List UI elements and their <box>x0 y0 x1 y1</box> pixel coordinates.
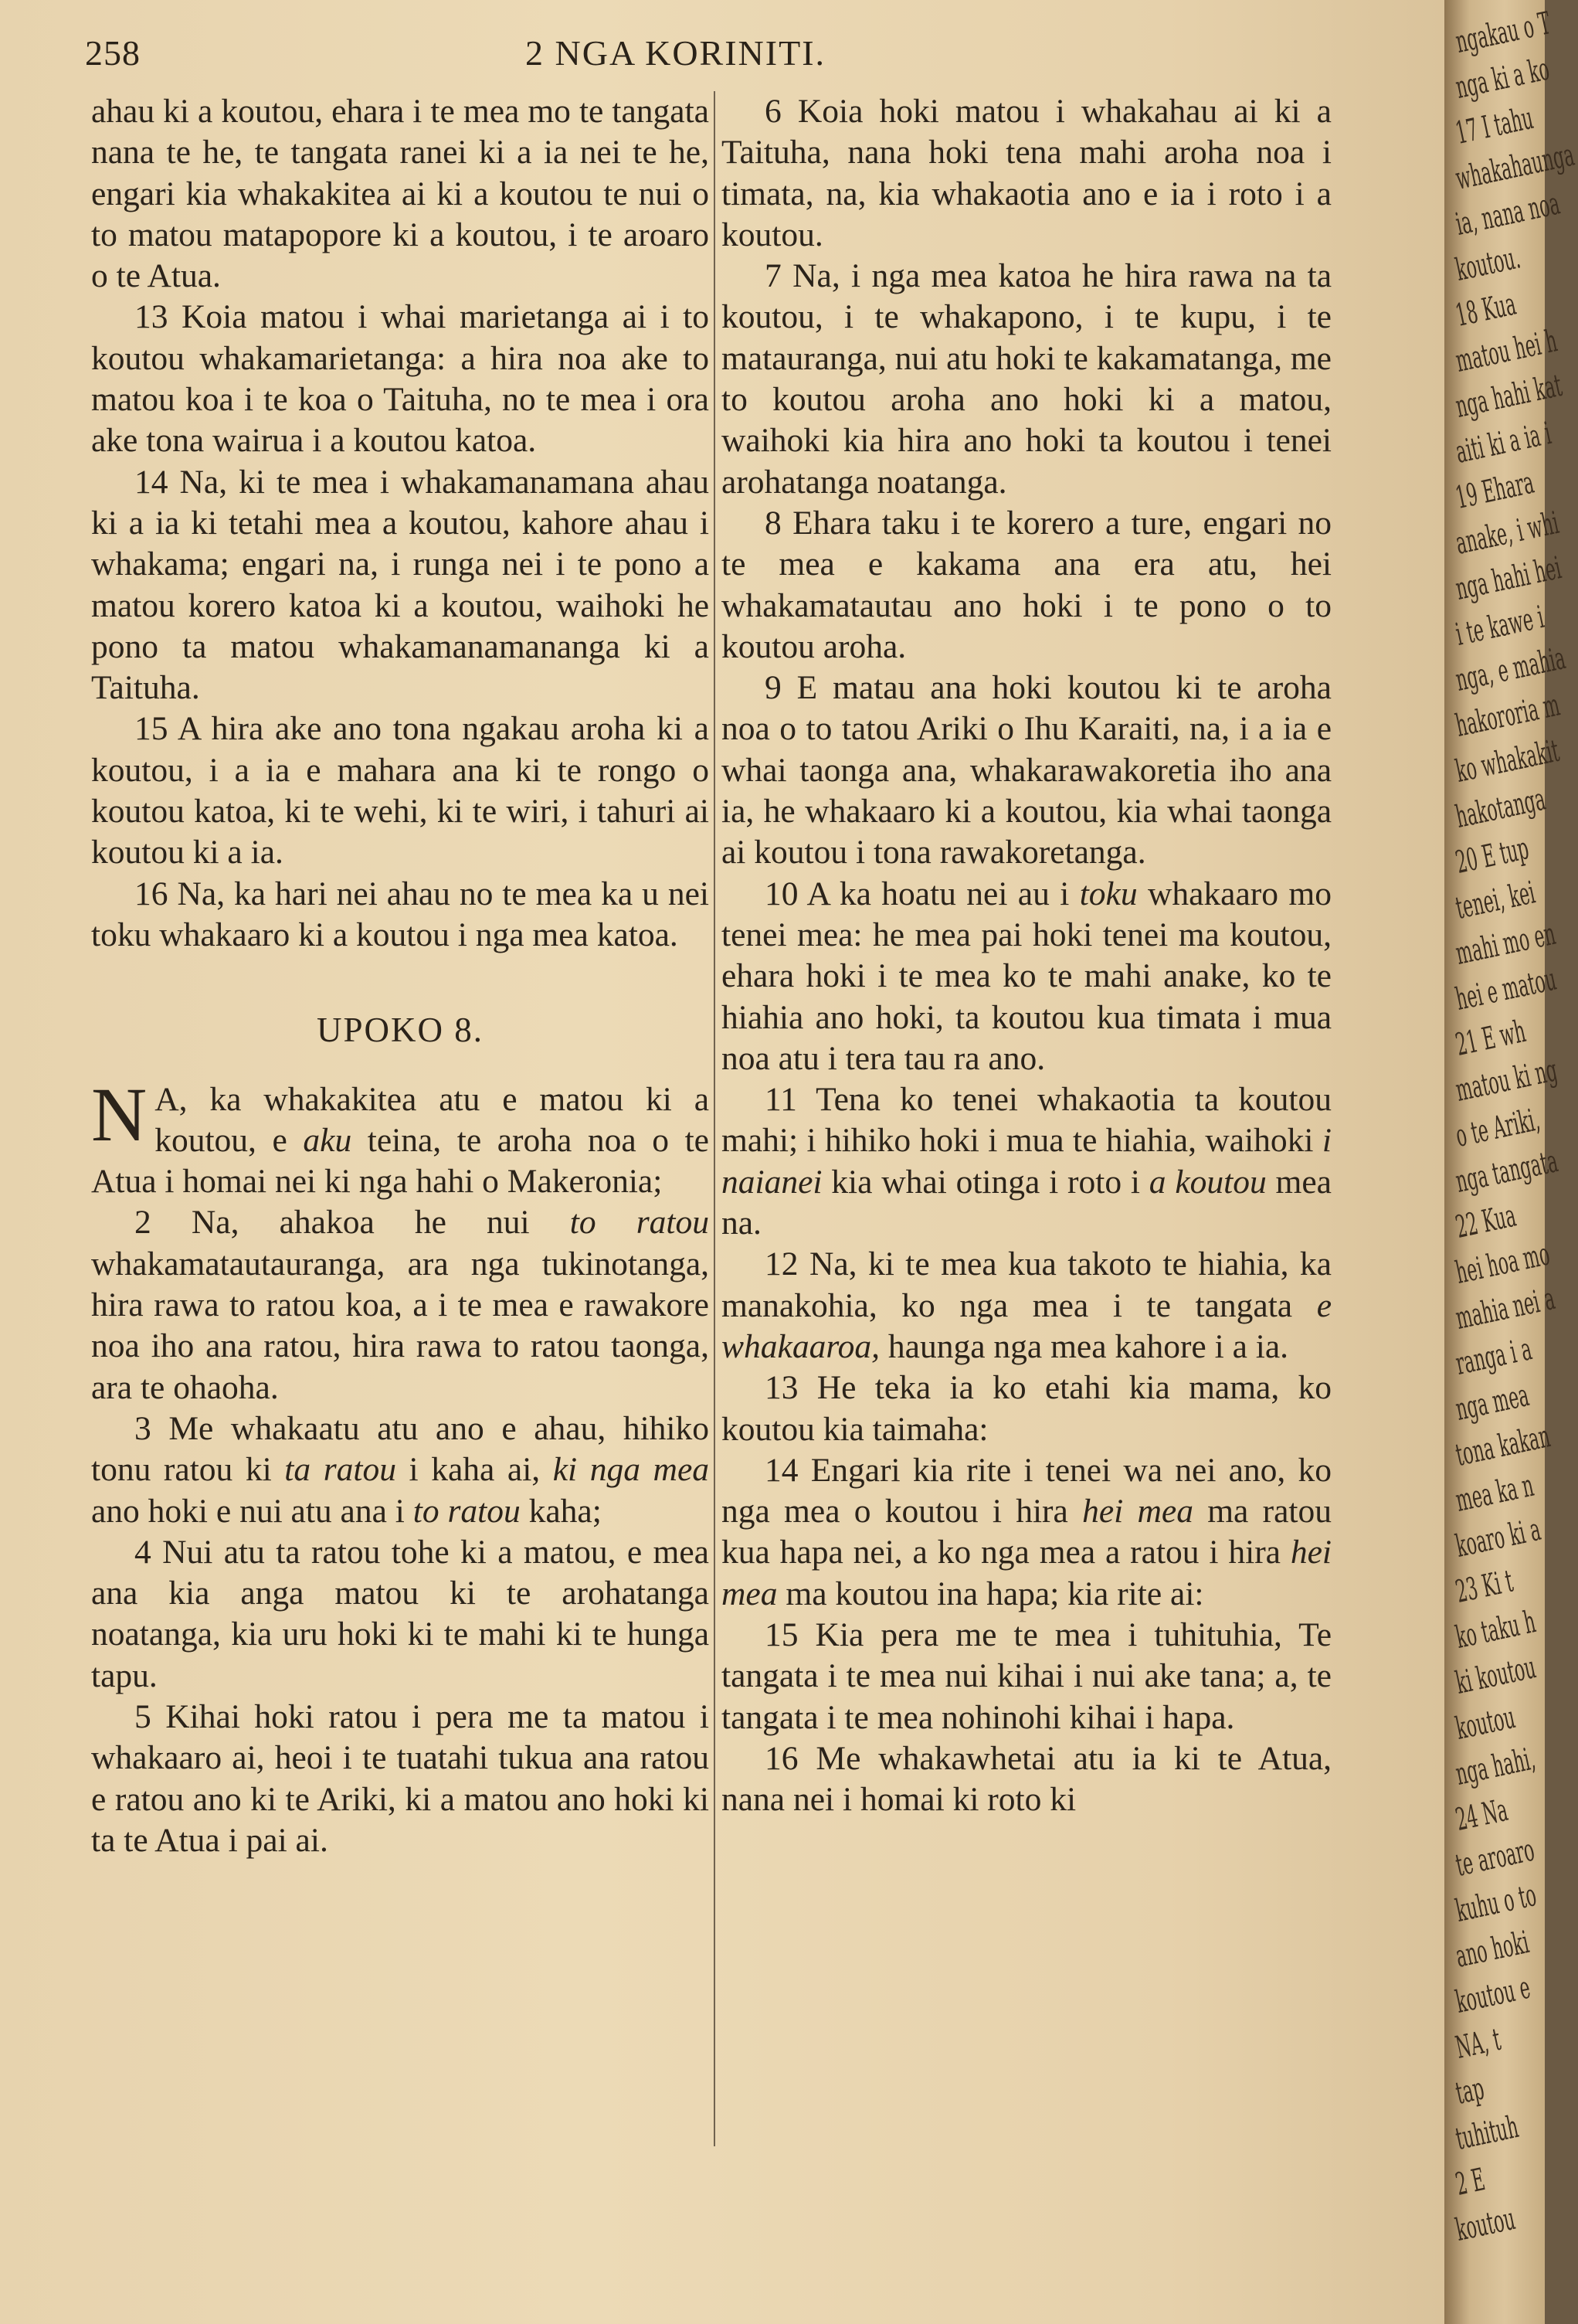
verse-8-1: N A, ka whakakitea atu e matou ki a koutou, e aku teina, te aroha noa o te Atua i homai nei ki nga hahi o Makeronia; <box>91 1071 709 1201</box>
verse-8-11: 11 Tena ko tenei whakaotia ta koutou mahi; i hihiko hoki i mua te hiahia, waihoki i naianei kia whai otinga i roto i a koutou mea na. <box>721 1081 1332 1242</box>
verse-8-8: 8 Ehara taku i te korero a ture, engari no te mea e kakama ana era atu, hei whakamatautau ano hoki i te pono o to koutou aroha. <box>721 504 1332 665</box>
verse-8-12: 12 Na, ki te mea kua takoto te hiahia, ka manakohia, ko nga mea i te tangata e whakaaroa, haunga nga mea kahore i a ia. <box>721 1245 1332 1365</box>
verse-8-9: 9 E matau ana hoki koutou ki te aroha noa o to tatou Ariki o Ihu Karaiti, na, i a ia e whai taonga ana, whakarawakoretia iho ana ia, he whakaaro ki a koutou, kia whai taonga ai koutou i tona rawakoretanga. <box>721 669 1332 872</box>
next-page-fragment: hei hoa mo <box>1452 1236 1553 1291</box>
verse-8-2: 2 Na, ahakoa he nui to ratou whakamatautauranga, ara nga tukinotanga, hira rawa to ratou koa, a i te mea e rawakore noa iho ana ratou, hira rawa to ratou taonga, ara te ohaoha. <box>91 1204 709 1406</box>
next-page-fragment: ko whakakit <box>1452 732 1563 790</box>
right-column <box>721 91 1332 1820</box>
next-page-fragment: 18 Kua <box>1452 286 1519 334</box>
next-page-fragment: nga hahi kat <box>1452 368 1566 425</box>
verse-8-3: 3 Me whakaatu atu ano e ahau, hihiko tonu ratou ki ta ratou i kaha ai, ki nga mea ano hoki e nui atu ana i to ratou kaha; <box>91 1409 709 1530</box>
next-page-fragment: NA, t <box>1452 2021 1504 2066</box>
verse-continuation: ahau ki a koutou, ehara i te mea mo te tangata nana te he, te tangata ranei ki a ia nei te he, engari kia whakakitea ai ki a koutou te nui o to matou matapopore ki a koutou, i te aroaro o te Atua. <box>91 93 709 295</box>
next-page-fragment: 19 Ehara <box>1452 464 1537 516</box>
chapter-heading: UPOKO 8. <box>316 1011 484 1050</box>
left-column <box>91 91 709 1861</box>
next-page-fragment: koutou <box>1452 2200 1519 2248</box>
next-page-fragment: aiti ki a ia i <box>1452 416 1555 471</box>
next-page-fragment: whakahaunga <box>1452 137 1578 197</box>
next-page-fragment: tona kakan <box>1452 1419 1553 1473</box>
next-page-fragment: matou hei h <box>1452 323 1560 379</box>
next-page-fragment: nga hahi, <box>1452 1741 1539 1792</box>
column-divider <box>714 91 715 2146</box>
next-page-fragment: koutou e <box>1452 1969 1534 2020</box>
next-page-fragment: mea ka n <box>1452 1467 1537 1519</box>
next-page-fragment: tap <box>1452 2071 1488 2112</box>
next-page-fragment: te aroaro <box>1452 1832 1538 1884</box>
next-page-fragment: ko taku h <box>1452 1604 1539 1656</box>
next-page-fragment: 20 E tup <box>1452 831 1532 881</box>
next-page-fragment: tuhituh <box>1452 2109 1522 2157</box>
next-page-fragment: koaro ki a <box>1452 1511 1544 1565</box>
verse-7-16: 16 Na, ka hari nei ahau no te mea ka u nei toku whakaaro ki a koutou i nga mea katoa. <box>91 875 709 953</box>
next-page-fragment: 22 Kua <box>1452 1198 1519 1245</box>
verse-8-13: 13 He teka ia ko etahi kia mama, ko koutou kia taimaha: <box>721 1369 1332 1448</box>
next-page-fragment: ano hoki <box>1452 1925 1532 1975</box>
next-page-fragment: kuhu o to <box>1452 1877 1540 1929</box>
drop-cap: N <box>91 1071 148 1157</box>
next-page-fragment: tenei, kei <box>1452 875 1539 926</box>
verse-8-16: 16 Me whakawhetai atu ia ki te Atua, nana nei i homai ki roto ki <box>721 1739 1332 1819</box>
next-page-fragment: anake, i whi <box>1452 505 1563 562</box>
next-page-fragment: mahia nei a <box>1452 1280 1558 1337</box>
next-page-fragment: i te kawe i <box>1452 599 1547 653</box>
next-page-fragment: nga hahi hei <box>1452 550 1565 607</box>
next-page-fragment: nga, e mahia <box>1452 640 1569 698</box>
verse-8-7: 7 Na, i nga mea katoa he hira rawa na ta koutou, i te whakapono, i te kupu, i te matauranga, nui atu hoki te kakamatanga, me to koutou aroha ano hoki ki a matou, waihoki kia hira ano hoki ta koutou i tenei arohatanga noatanga. <box>721 257 1332 501</box>
next-page-fragment: 23 Ki t <box>1452 1563 1516 1610</box>
verse-8-4: 4 Nui atu ta ratou tohe ki a matou, e mea ana kia anga matou ki te arohatanga noatanga, kia uru hoki ki te mahi ki te hunga tapu. <box>91 1533 709 1694</box>
next-page-fragment: ranga i a <box>1452 1331 1536 1382</box>
next-page-fragment: 21 E wh <box>1452 1014 1529 1063</box>
next-page-fragment: nga tangata <box>1452 1143 1561 1200</box>
verse-8-15: 15 Kia pera me te mea i tuhituhia, Te tangata i te mea nui kihai i nui ake tana; a, te tangata i te mea nohinohi kihai i hapa. <box>721 1616 1332 1736</box>
next-page-fragment: o te Ariki, <box>1452 1102 1543 1154</box>
next-page-fragment: nga ki a ko <box>1452 51 1553 106</box>
next-page-fragment: 2 E <box>1452 2162 1488 2203</box>
verse-8-5: 5 Kihai hoki ratou i pera me ta matou i whakaaro ai, heoi i te tuatahi tukua ana ratou e ratou ano ki te Ariki, ki a matou ano hoki ki ta te Atua i pai ai. <box>91 1697 709 1859</box>
verse-7-14: 14 Na, ki te mea i whakamanamana ahau ki a ia ki tetahi mea a koutou, kahore ahau i whakama; engari na, i runga nei i te pono a matou korero katoa ki a koutou, waihoki he pono ta matou whakamanamananga ki a Taituha. <box>91 463 709 707</box>
next-page-fragment: ia, nana noa <box>1452 185 1563 243</box>
verse-8-6: 6 Koia hoki matou i whakahau ai ki a Taituha, nana hoki tena mahi aroha noa i timata, na, kia whakaotia ano e ia i roto i a koutou. <box>721 93 1332 253</box>
running-title: 2 NGA KORINITI. <box>525 33 826 73</box>
next-page-fragment: mahi mo en <box>1452 916 1559 972</box>
next-page-fragment: hakotanga <box>1452 781 1549 835</box>
verse-8-10: 10 A ka hoatu nei au i toku whakaaro mo tenei mea: he mea pai hoki tenei ma koutou, ehara hoki i te mea ko te mahi anake, ko te hiahia ano hoki, ta koutou kua timata i mua noa atu i tera tau ra ano. <box>721 875 1332 1077</box>
next-page-fragment: matou ki ng <box>1452 1052 1561 1109</box>
next-page-fragment: nga mea <box>1452 1378 1532 1428</box>
next-page-fragment: 24 Na <box>1452 1792 1512 1838</box>
next-page-edge <box>1444 0 1578 2324</box>
next-page-fragment: ki koutou <box>1452 1650 1539 1701</box>
next-page-fragment: koutou <box>1452 1699 1519 1747</box>
next-page-fragment: koutou. <box>1452 240 1524 288</box>
next-page-fragment: hei e matou <box>1452 961 1559 1018</box>
next-page-fragment: ngakau o T <box>1452 5 1554 60</box>
page-number: 258 <box>85 33 141 73</box>
verse-7-15: 15 A hira ake ano tona ngakau aroha ki a koutou, i a ia e mahara ana ki te rongo o koutou katoa, ki te wehi, ki te wiri, i tahuri ai koutou ki a ia. <box>91 710 709 872</box>
verse-7-13: 13 Koia matou i whai marietanga ai i to koutou whakamarietanga: a hira noa ake to matou koa i te koa o Taituha, no te mea i ora ake tona wairua i a koutou katoa. <box>91 298 709 460</box>
verse-8-14: 14 Engari kia rite i tenei wa nei ano, ko nga mea o koutou i hira hei mea ma ratou kua hapa nei, a ko nga mea a ratou i hira hei mea ma koutou ina hapa; kia rite ai: <box>721 1451 1332 1612</box>
next-page-fragment: hakororia m <box>1452 687 1563 744</box>
next-page-fragment: 17 I tahu <box>1452 100 1536 151</box>
